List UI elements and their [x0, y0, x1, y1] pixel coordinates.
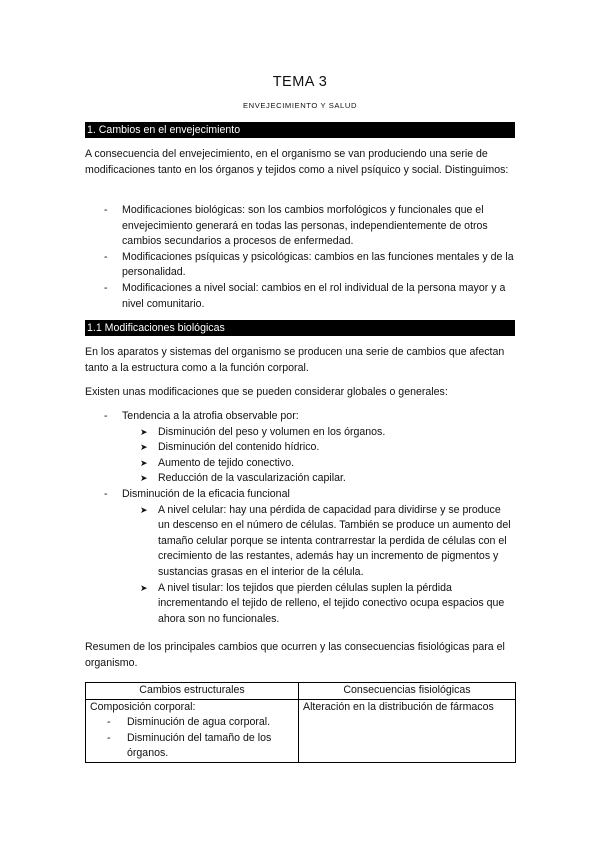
arrowhead-bullet-icon: ➤: [140, 426, 148, 437]
table-cell: Alteración en la distribución de fármacos: [299, 699, 516, 762]
group-label: Tendencia a la atrofia observable por:: [122, 410, 299, 422]
arrowhead-bullet-icon: ➤: [140, 457, 148, 468]
cell-list: [90, 715, 294, 762]
list-item: ➤ Disminución del peso y volumen en los órganos.: [85, 425, 515, 441]
general-modifications-list: [85, 409, 515, 627]
table-cell: [86, 699, 299, 762]
page-subtitle: ENVEJECIMIENTO Y SALUD: [242, 101, 358, 110]
section-1-1-para-1: En los aparatos y sistemas del organismo se producen una serie de cambios que afectan tanto a la estructura como a la función corporal.: [85, 346, 505, 374]
list-item: [85, 487, 515, 627]
list-item: - Modificaciones a nivel social: cambios en el rol individual de la persona mayor y a nivel comunitario.: [85, 281, 515, 312]
arrowhead-bullet-icon: ➤: [140, 582, 148, 593]
list-item: [85, 409, 515, 487]
list-item: ➤ Aumento de tejido conectivo.: [85, 456, 515, 472]
summary-intro: Resumen de los principales cambios que ocurren y las consecuencias fisiológicas para el organismo.: [85, 641, 505, 669]
table-header-row: [86, 683, 516, 700]
arrowhead-bullet-icon: ➤: [140, 504, 148, 515]
section-1-1-para-2: Existen unas modificaciones que se pueden considerar globales o generales:: [85, 386, 448, 398]
table-header: Cambios estructurales: [86, 683, 299, 700]
list-item: ➤ Reducción de la vascularización capilar.: [85, 471, 515, 487]
efficacy-sublist: [85, 503, 515, 628]
atrophy-sublist: [85, 425, 515, 487]
table-header: Consecuencias fisiológicas: [299, 683, 516, 700]
list-item: - Disminución de agua corporal.: [90, 715, 294, 731]
page-title: TEMA 3: [272, 74, 328, 90]
section-heading-1: 1. Cambios en el envejecimiento: [85, 122, 515, 138]
list-item: - Modificaciones psíquicas y psicológicas: cambios en las funciones mentales y de la personalidad.: [85, 250, 515, 281]
list-item: - Disminución del tamaño de los órganos.: [90, 731, 294, 762]
table-row: [86, 699, 516, 762]
modifications-list: [85, 203, 515, 312]
list-item: ➤ Disminución del contenido hídrico.: [85, 440, 515, 456]
section-1-intro: A consecuencia del envejecimiento, en el organismo se van produciendo una serie de modificaciones tanto en los órganos y tejidos como a nivel psíquico y social. Distinguimos:: [85, 148, 509, 176]
section-heading-1-1: 1.1 Modificaciones biológicas: [85, 320, 515, 336]
group-label: Disminución de la eficacia funcional: [122, 487, 290, 500]
cell-label: Composición corporal:: [90, 700, 196, 713]
arrowhead-bullet-icon: ➤: [140, 442, 148, 453]
list-item: - Modificaciones biológicas: son los cambios morfológicos y funcionales que el envejecimiento generará en todas las personas, independientemente de otros cambios secundarios a procesos de enfermedad.: [85, 203, 515, 250]
list-item: ➤ A nivel celular: hay una pérdida de capacidad para dividirse y se produce un descenso en el número de células. También se produce un aumento del tamaño celular porque se intenta contrarrestar la perdida de células con el crecimiento de las restantes, además hay un incremento de pigmentos y sustancias grasas en el interior de la célula.: [140, 503, 511, 578]
arrowhead-bullet-icon: ➤: [140, 473, 148, 484]
list-item: ➤ A nivel tisular: los tejidos que pierden células suplen la pérdida incrementando el tejido de relleno, el tejido conectivo ocupa espacios que ahora son no funcionales.: [140, 581, 505, 625]
changes-table: [85, 682, 516, 763]
